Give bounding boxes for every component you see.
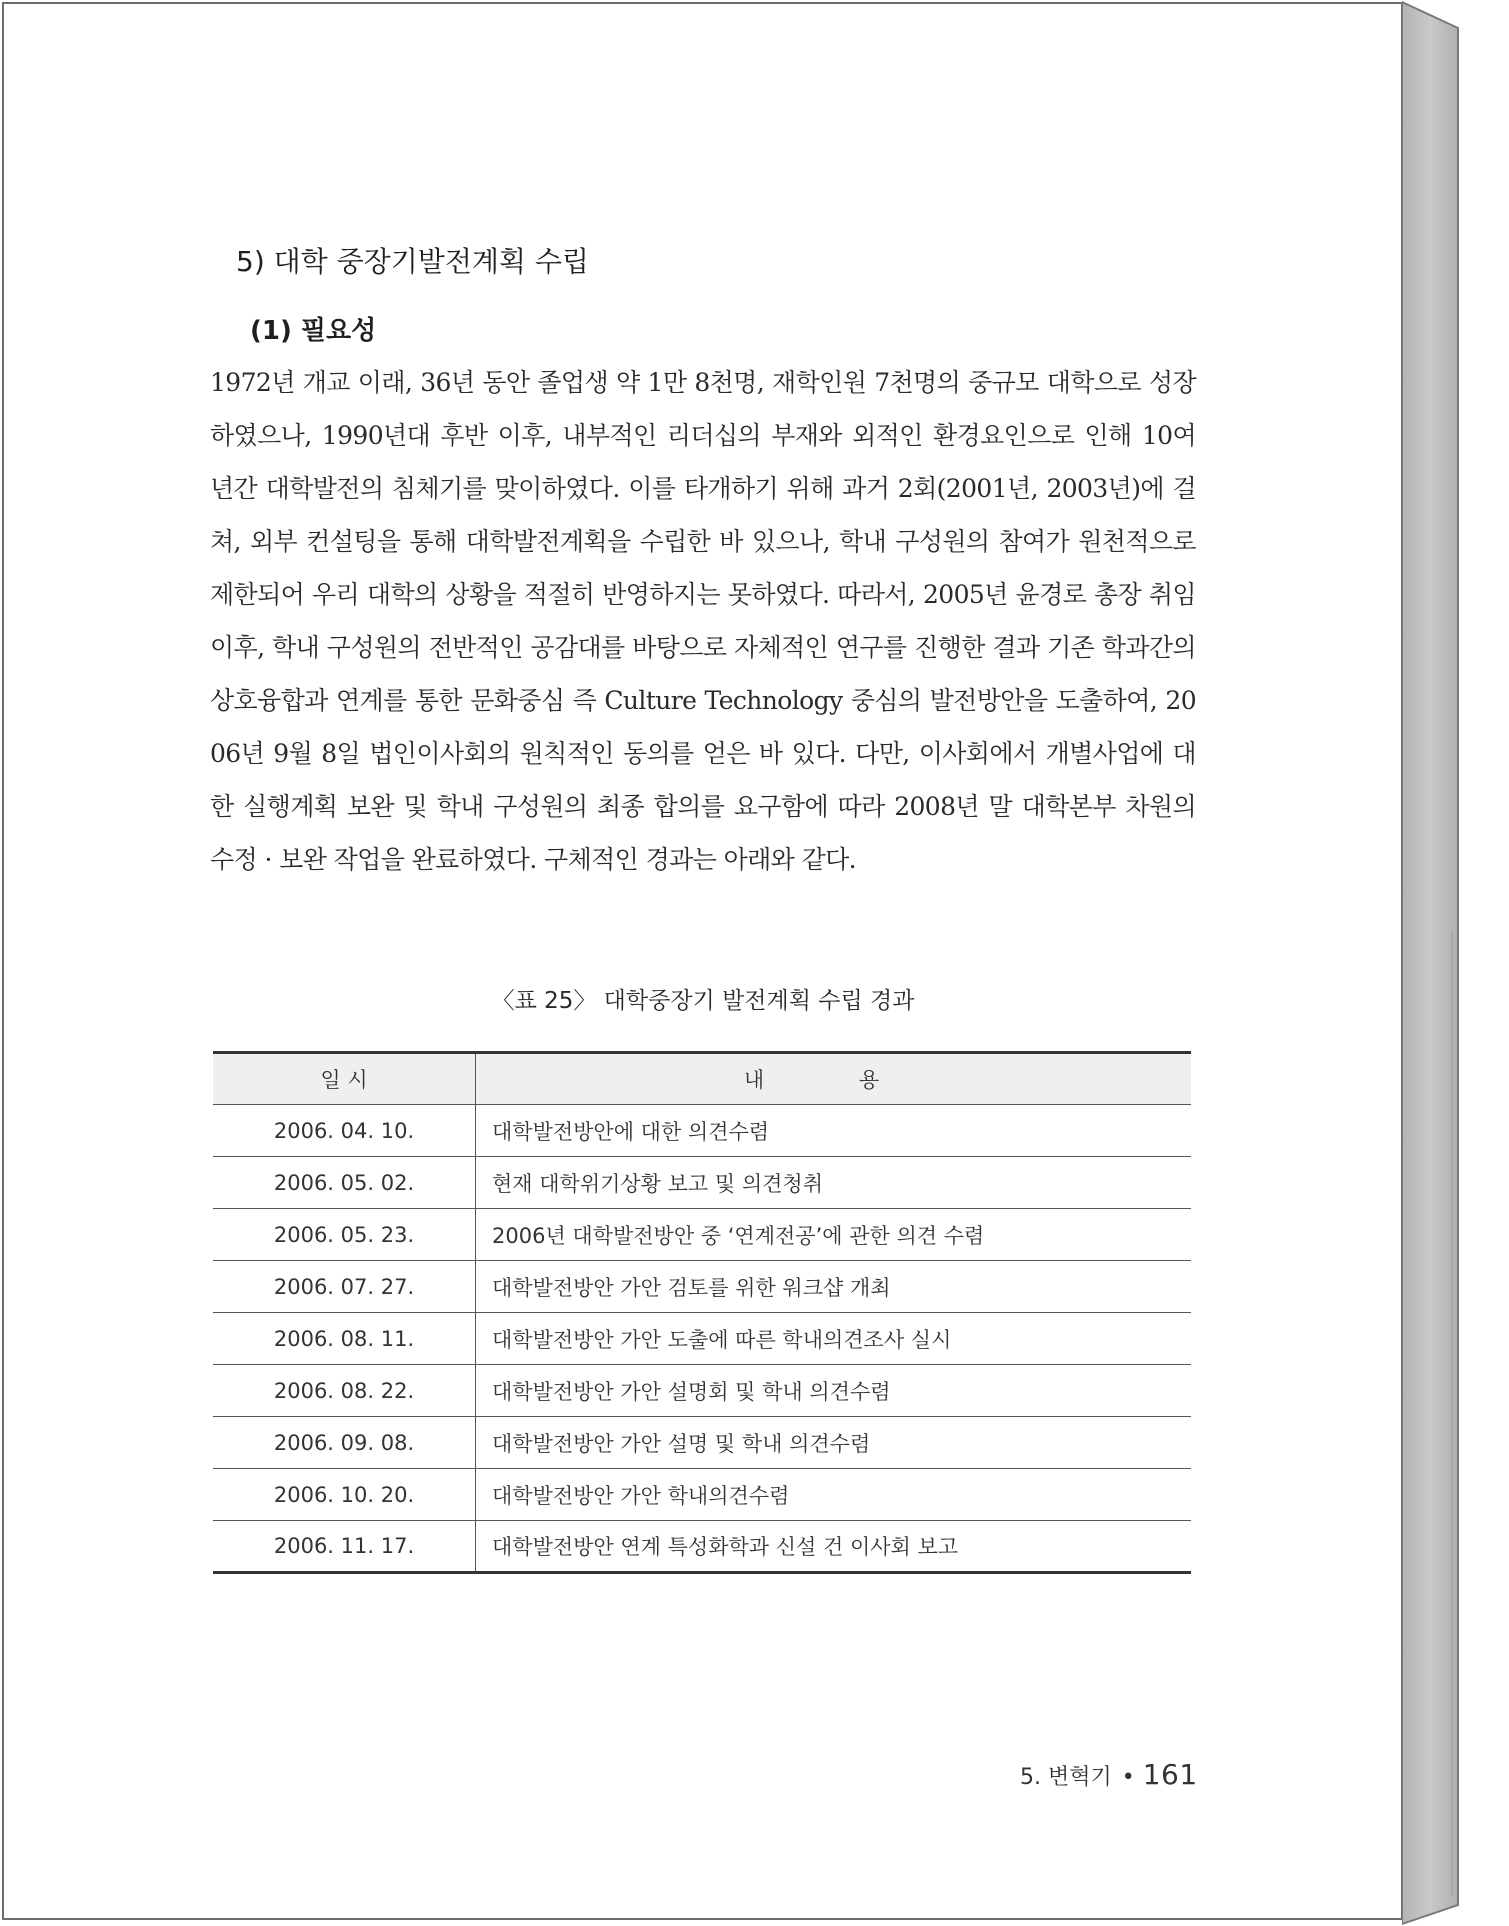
row-content: 대학발전방안 가안 설명회 및 학내 의견수렴 [476, 1365, 1192, 1417]
table-caption: 〈표 25〉 대학중장기 발전계획 수립 경과 [491, 988, 915, 1014]
row-date: 2006. 11. 17. [213, 1521, 476, 1573]
row-content: 대학발전방안 가안 검토를 위한 워크샵 개최 [476, 1261, 1192, 1313]
row-date: 2006. 08. 11. [213, 1313, 476, 1365]
table-row [213, 1417, 1191, 1469]
planning-history-table [213, 1051, 1191, 1574]
row-content: 대학발전방안 가안 학내의견수렴 [476, 1469, 1192, 1521]
row-date: 2006. 09. 08. [213, 1417, 476, 1469]
table-header-row [213, 1053, 1191, 1105]
page-footer [1020, 1758, 1198, 1791]
table-row [213, 1313, 1191, 1365]
row-date: 2006. 05. 23. [213, 1209, 476, 1261]
table-row [213, 1105, 1191, 1157]
row-date: 2006. 10. 20. [213, 1469, 476, 1521]
row-content: 대학발전방안에 대한 의견수렴 [476, 1105, 1192, 1157]
row-date: 2006. 07. 27. [213, 1261, 476, 1313]
sub-heading: (1) 필요성 [250, 316, 377, 346]
table-row [213, 1261, 1191, 1313]
row-content: 대학발전방안 가안 도출에 따른 학내의견조사 실시 [476, 1313, 1192, 1365]
row-date: 2006. 08. 22. [213, 1365, 476, 1417]
row-content: 현재 대학위기상황 보고 및 의견청취 [476, 1157, 1192, 1209]
footer-chapter-title: 5. 변혁기 [1020, 1765, 1112, 1790]
row-content: 대학발전방안 가안 설명 및 학내 의견수렴 [476, 1417, 1192, 1469]
table-row [213, 1469, 1191, 1521]
body-paragraph: 1972년 개교 이래, 36년 동안 졸업생 약 1만 8천명, 재학인원 7천명의 중규모 대학으로 성장하였으나, 1990년대 후반 이후, 내부적인 리더십의 부재와 외적인 환경요인으로 인해 10여 년간 대학발전의 침체기를 맞이하였다. 이를 타개하기 위해 과거 2회(2001년, 2003년)에 걸쳐, 외부 컨설팅을 통해 대학발전계획을 수립한 바 있으나, 학내 구성원의 참여가 원천적으로 제한되어 우리 대학의 상황을 적절히 반영하지는 못하였다. 따라서, 2005년 윤경로 총장 취임 이후, 학내 구성원의 전반적인 공감대를 바탕으로 자체적인 연구를 진행한 결과 기존 학과간의 상호융합과 연계를 통한 문화중심 즉 Culture Technology 중심의 발전방안을 도출하여, 2006년 9월 8일 법인이사회의 원칙적인 동의를 얻은 바 있다. 다만, 이사회에서 개별사업에 대한 실행계획 보완 및 학내 구성원의 최종 합의를 요구함에 따라 2008년 말 대학본부 차원의 수정 · 보완 작업을 완료하였다. 구체적인 경과는 아래와 같다. [210, 368, 1196, 874]
table-row [213, 1521, 1191, 1573]
page-stack-edge [1402, 0, 1509, 1926]
row-content: 대학발전방안 연계 특성화학과 신설 건 이사회 보고 [476, 1521, 1192, 1573]
section-heading: 5) 대학 중장기발전계획 수립 [236, 245, 589, 278]
page-sheet [2, 2, 1403, 1920]
page-number: 161 [1142, 1758, 1198, 1791]
row-date: 2006. 04. 10. [213, 1105, 476, 1157]
table-row [213, 1157, 1191, 1209]
row-date: 2006. 05. 02. [213, 1157, 476, 1209]
table-row [213, 1365, 1191, 1417]
header-content: 내 용 [476, 1053, 1192, 1105]
table-row [213, 1209, 1191, 1261]
row-content: 2006년 대학발전방안 중 ‘연계전공’에 관한 의견 수렴 [476, 1209, 1192, 1261]
header-date: 일 시 [213, 1053, 476, 1105]
footer-bullet-icon: • [1121, 1765, 1135, 1790]
